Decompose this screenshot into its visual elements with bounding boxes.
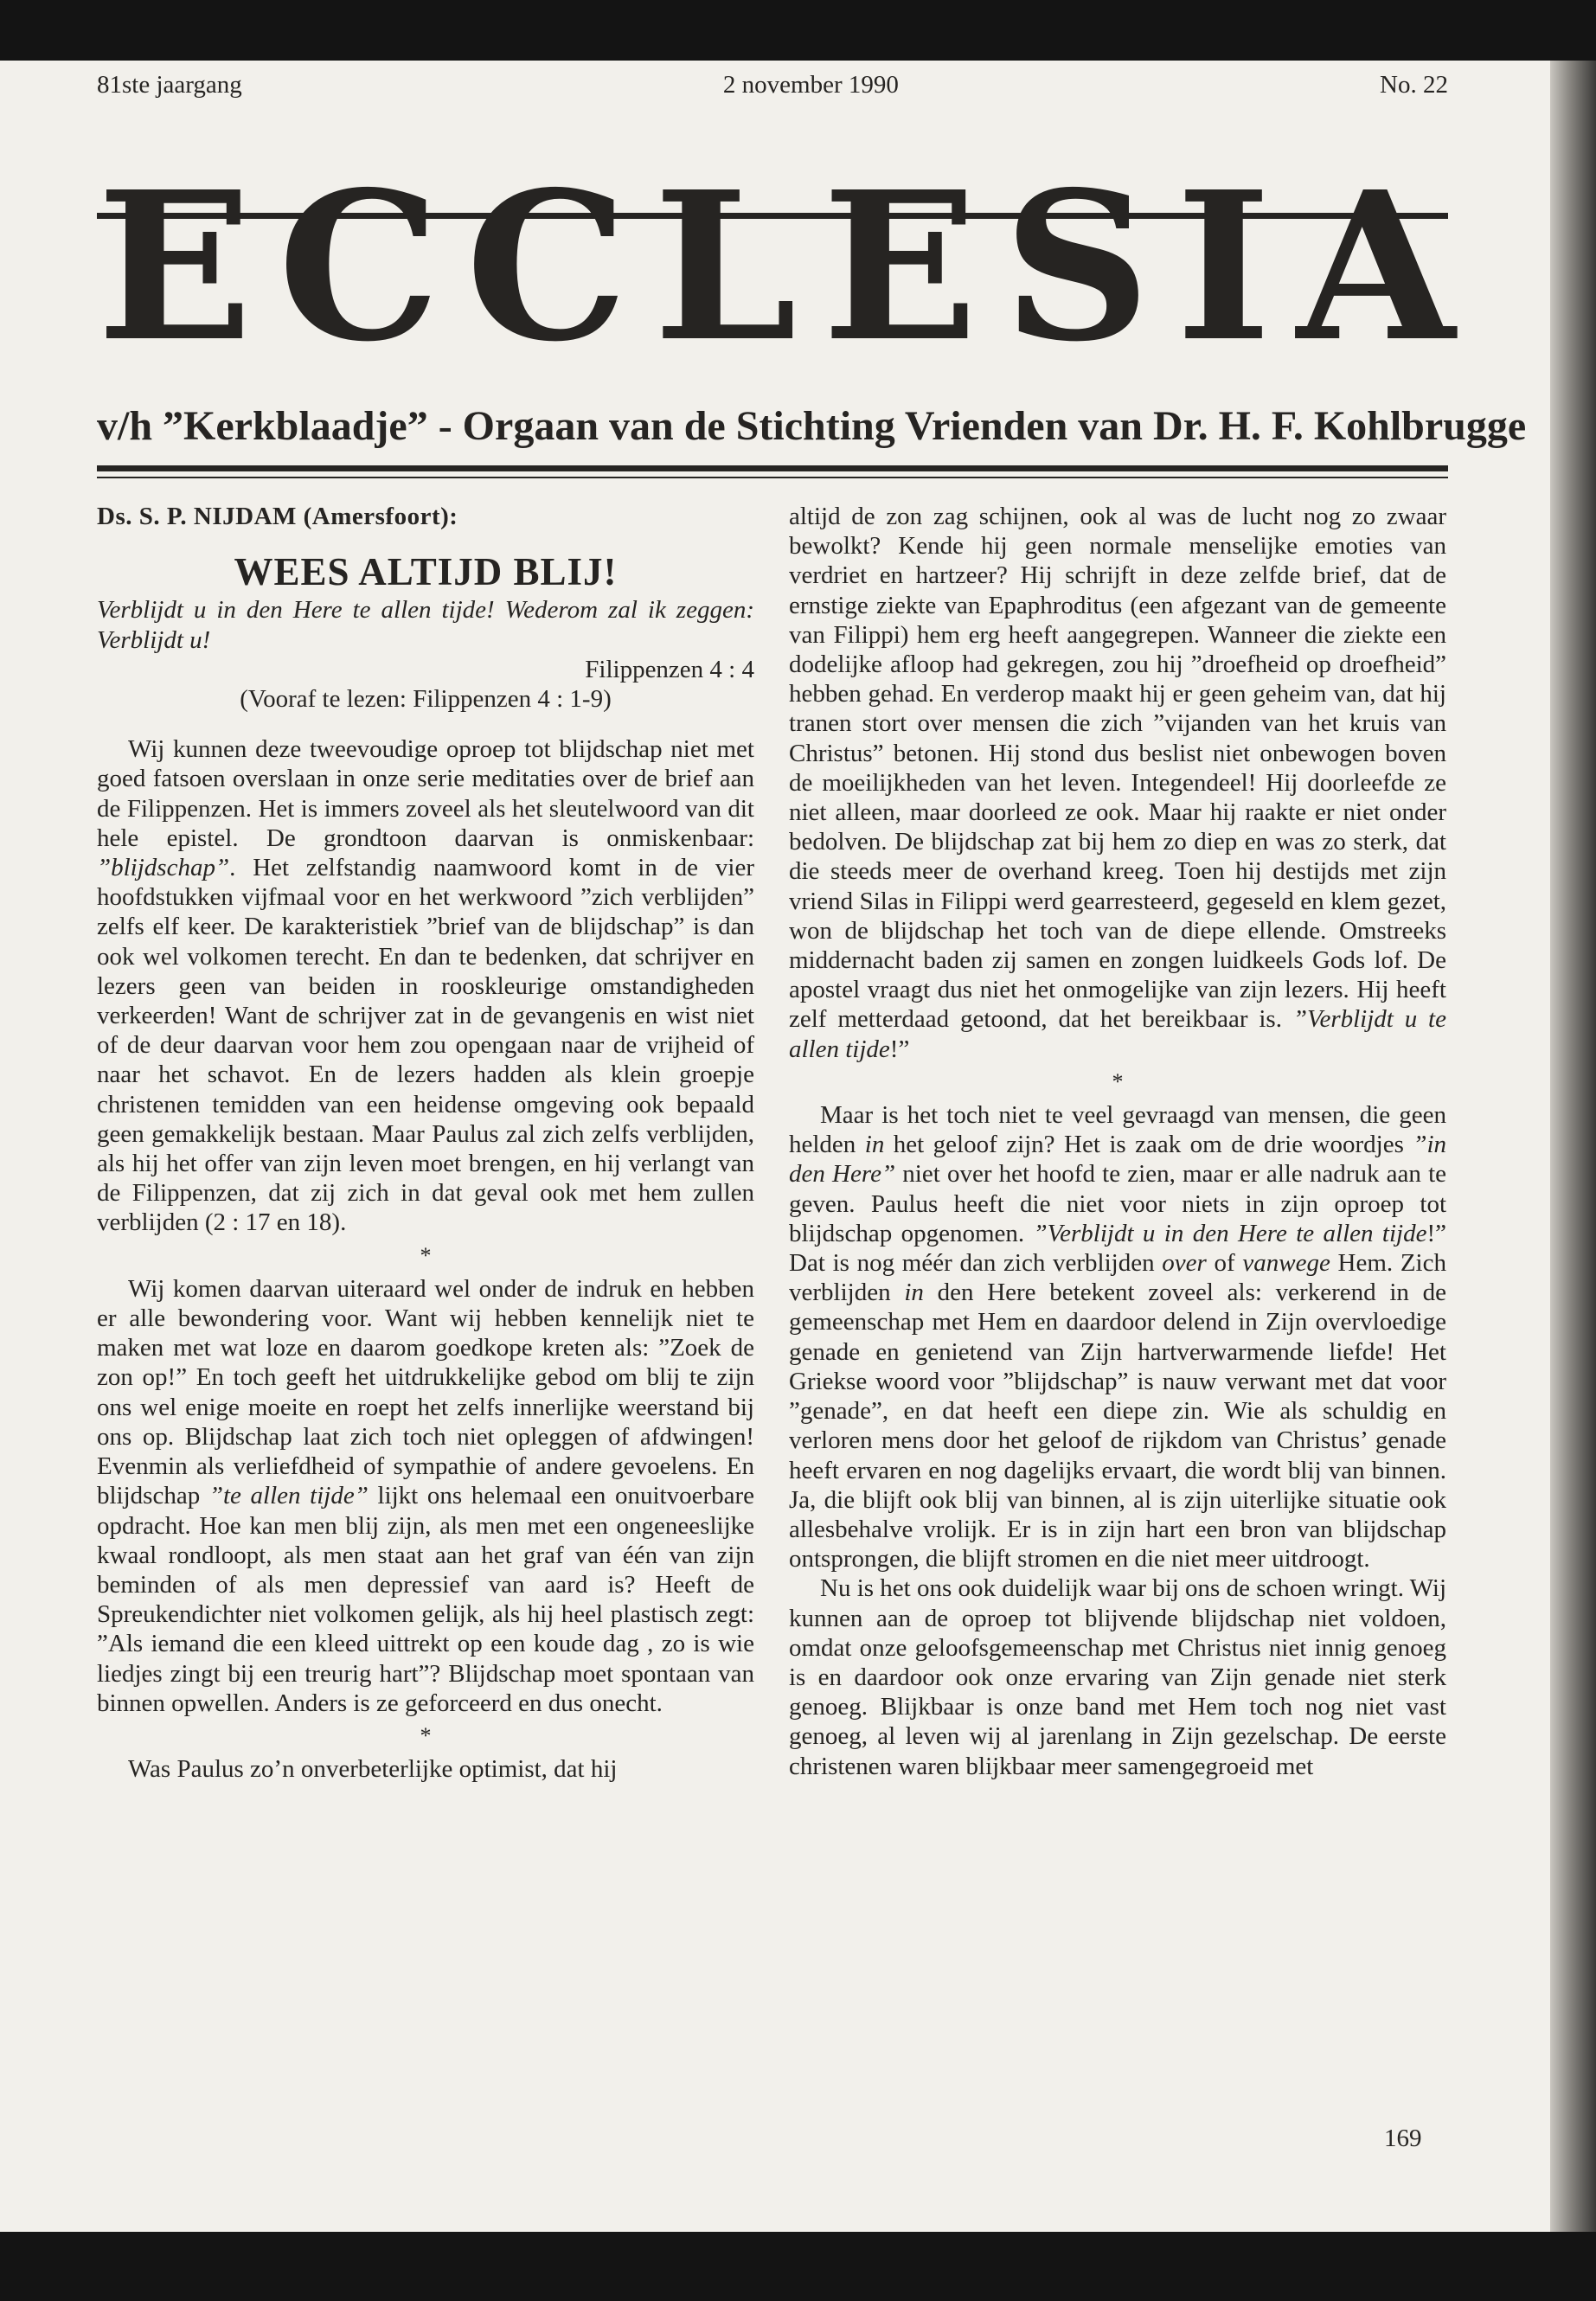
masthead-subtitle: v/h ”Kerkblaadje” - Orgaan van de Stichting Vrienden van Dr. H. F. Kohlbrugge: [97, 403, 1527, 449]
article-author: Ds. S. P. NIJDAM (Amersfoort):: [97, 503, 458, 530]
page-number: 169: [1384, 2125, 1422, 2152]
masthead-letter: S: [1003, 146, 1151, 387]
paragraph: Was Paulus zo’n onverbeterlijke optimist, dat hij: [128, 1755, 618, 1784]
masthead-letter: A: [1296, 146, 1455, 387]
masthead-title: [97, 146, 1455, 387]
right-column: [789, 502, 1446, 1781]
masthead-letter: I: [1176, 146, 1272, 387]
masthead-letter: L: [653, 146, 798, 387]
paragraph: Nu is het ons ook duidelijk waar bij ons de schoen wringt. Wij kunnen aan de oproep tot blijvende blijdschap niet voldoen, omdat onze geloofsgemeenschap met Christus niet innig genoeg is en daardoor ook onze ervaring van Zijn genade niet sterk genoeg. Blijkbaar is onze band met Hem toch nog niet vast genoeg, al leven wij al jarenlang in Zijn gezelschap. De eerste christenen waren blijkbaar meer samengegroeid met: [789, 1574, 1447, 1780]
masthead-letter: E: [97, 146, 253, 387]
section-separator: *: [420, 1242, 432, 1268]
paragraph: altijd de zon zag schijnen, ook al was de lucht nog zo zwaar bewolkt? Kende hij geen normale menselijke emoties van verdriet en hartzeer? Hij schrijft in deze zelfde brief, dat de ernstige ziekte van Epaphroditus (een afgezant van de gemeente van Filippi) hem erg heeft aangegrepen. Wanneer die ziekte een dodelijke afloop had gekregen, zou hij ”droefheid op droefheid” hebben gehad. En verderop maakt hij er geen geheim van, dat hij tranen stort over mensen die zich ”vijanden van het kruis van Christus” betonen. Hij stond dus beslist niet onbewogen boven de moeilijkheden van het leven. Integendeel! Hij doorleefde ze niet alleen, maar doorleed ze ook. Maar hij raakte er niet onder bedolven. De blijdschap zat bij hem zo diep en was zo sterk, dat die steeds meer de overhand kreeg. Toen hij destijds met zijn vriend Silas in Filippi werd gearresteerd, gegeseld en klem gezet, won de blijdschap het toch van de diepe ellende. Omstreeks middernacht baden zij samen en zongen luidkeels Gods lof. De apostel vraagt dus niet het onmogelijke van zijn lezers. Hij heeft zelf metterdaad getoond, dat het bereikbaar is. ”Verblijdt u te allen tijde!”: [789, 503, 1446, 1063]
masthead-letter: E: [822, 146, 978, 387]
issue-date: 2 november 1990: [722, 71, 899, 99]
subtitle-rule: [97, 465, 1448, 471]
masthead-letter: C: [278, 146, 440, 387]
subtitle-rule-thin: [97, 477, 1448, 478]
epigraph-reference: Filippenzen 4 : 4: [585, 655, 754, 683]
page-edge: [1550, 61, 1596, 2232]
issue-number: No. 22: [1380, 71, 1448, 99]
paragraph: Wij komen daarvan uiteraard wel onder de indruk en hebben er alle bewondering voor. Want wij hebben kennelijk niet te maken met wat loze en daarom goedkope kreten als: ”Zoek de zon op!” En toch geeft het uitdrukkelijke gebod om blij te zijn ons wel enige moeite en roept het zelfs innerlijke weerstand bij ons op. Blijdschap laat zich toch niet opleggen of afdwingen! Evenmin als verliefdheid of sympathie of andere gevoelens. En blijdschap ”te allen tijde” lijkt ons helemaal een onuitvoerbare opdracht. Hoe kan men blij zijn, als men met een ongeneeslijke kwaal rondloopt, als men staat aan het graf van één van zijn beminden of als men depressief van aard is? Heeft de Spreukendichter niet volkomen gelijk, als hij heel plastisch zegt: ”Als iemand die een kleed uittrekt op een koude dag , zo is wie liedjes zingt bij een treurig hart”? Blijdschap moet spontaan van binnen opwellen. Anders is ze geforceerd en dus onecht.: [97, 1274, 754, 1717]
volume-label: 81ste jaargang: [97, 71, 242, 99]
left-column: [97, 502, 754, 1784]
running-header: [97, 71, 1448, 99]
paragraph: Wij kunnen deze tweevoudige oproep tot blijdschap niet met goed fatsoen overslaan in onze serie meditaties over de brief aan de Filippenzen. Het is immers zoveel als het sleutelwoord van dit hele epistel. De grondtoon daarvan is onmiskenbaar: ”blijdschap”. Het zelfstandig naamwoord komt in de vier hoofdstukken vijfmaal voor en het werkwoord ”zich verblijden” zelfs elf keer. De karakteristiek ”brief van de blijdschap” is dan ook wel volkomen terecht. En dan te bedenken, dat schrijver en lezers geen van beiden in rooskleurige omstandigheden verkeerden! Want de schrijver zat in de gevangenis en wist niet of de deur daarvan voor hem zou opengaan naar de vrijheid of naar het schavot. En de lezers hadden als klein groepje christenen temidden van een heidense omgeving ook bepaald geen gemakkelijk bestaan. Maar Paulus zal zich zelfs verblijden, als hij het offer van zijn leven moet brengen, en hij verlangt van de Filippenzen, dat zij zich in dat geval ook met hem zullen verblijden (2 : 17 en 18).: [97, 735, 754, 1237]
section-separator: *: [420, 1722, 432, 1748]
paragraph: Maar is het toch niet te veel gevraagd van mensen, die geen helden in het geloof zijn? Het is zaak om de drie woordjes ”in den Here” niet over het hoofd te zien, maar er alle nadruk aan te geven. Paulus heeft die niet voor niets in zijn oproep tot blijdschap opgenomen. ”Verblijdt u in den Here te allen tijde!” Dat is nog méér dan zich verblijden over of vanwege Hem. Zich verblijden in den Here betekent zoveel als: verkerend in de gemeenschap met Hem en daardoor delend in Zijn overvloedige genade en genietend van Zijn hartverwarmende liefde! Het Griekse woord voor ”blijdschap” is nauw verwant met dat voor ”genade”, en dat heeft een diepe zin. Wie als schuldig en verloren mens door het geloof de rijkdom van Christus’ genade heeft ervaren en nog dagelijks ervaart, die wordt blij van binnen. Ja, die blijft ook blij van binnen, al is zijn uiterlijke situatie ook allesbehalve vrolijk. Er is in zijn hart een bron van blijdschap ontsprongen, die blijft stromen en die niet meer uitdroogt.: [789, 1101, 1447, 1574]
article-title: WEES ALTIJD BLIJ!: [234, 550, 618, 594]
masthead-letter: C: [465, 146, 629, 387]
section-separator: *: [1112, 1068, 1124, 1094]
epigraph: Verblijdt u in den Here te allen tijde! Wederom zal ik zeggen: Verblijdt u!: [97, 596, 754, 654]
reading-instruction: (Vooraf te lezen: Filippenzen 4 : 1-9): [240, 685, 612, 714]
